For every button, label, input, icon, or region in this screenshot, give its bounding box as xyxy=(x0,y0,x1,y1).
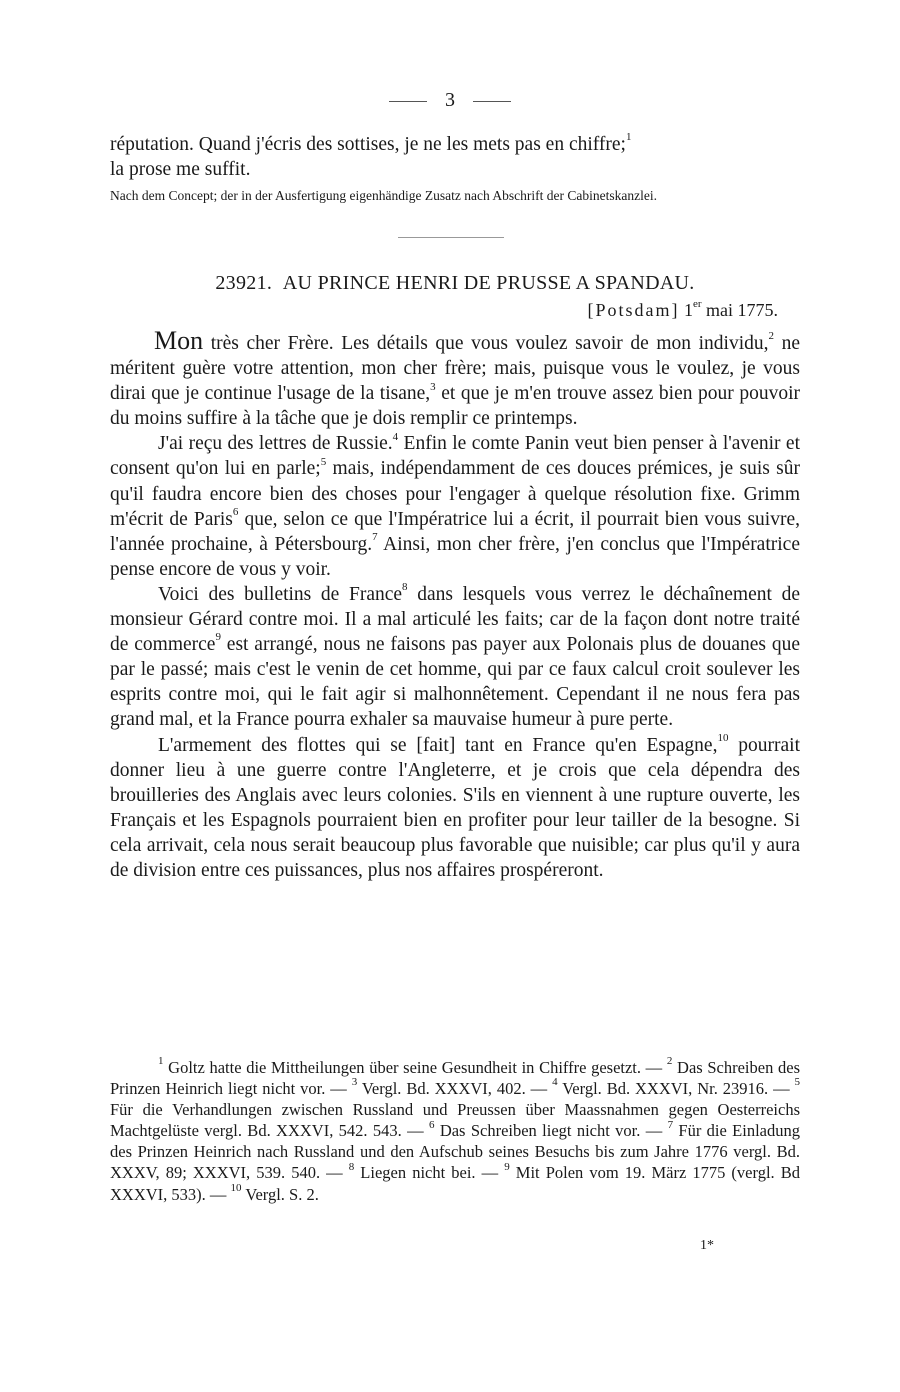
paragraph-text: L'armement des flottes qui se [fait] tant en France qu'en Espagne, xyxy=(158,734,718,756)
footnote-ref: 8 xyxy=(402,581,408,594)
paragraph-text: que, selon ce que l'Impératrice lui a écrit, il pourrait bien vous suivre, l'année prochaine, à Pétersbourg. xyxy=(110,508,800,555)
initial-word: Mon xyxy=(154,326,204,355)
header-dash-left xyxy=(389,101,427,102)
footnote-text: Für die Verhandlungen zwischen Russland und Preussen über Maassnahmen gegen Oesterreichs Machtgelüste vergl. Bd. XXXVI, 542. 543. — xyxy=(110,1100,800,1141)
footnote-number: 8 xyxy=(348,1160,355,1173)
paragraph-text: et que je m'en trouve assez bien pour pouvoir du moins suffire à la tâche que je dois remplir ce printemps. xyxy=(110,383,800,430)
footnote-number: 4 xyxy=(552,1076,558,1089)
footnote-text: Vergl. S. 2. xyxy=(241,1184,319,1204)
footnote-number: 6 xyxy=(428,1118,435,1131)
footnote-text: Für die Einladung des Prinzen Heinrich nach Russland und den Aufschub seines Besuchs bis zum Jahre 1776 vergl. Bd. XXXV, 89; XXXVI, 539. 540. — xyxy=(110,1121,801,1183)
footnote-text: Goltz hatte die Mittheilungen über seine Gesundheit in Chiffre gesetzt. — xyxy=(163,1058,667,1077)
footnote-ref: 4 xyxy=(392,430,399,443)
signature-mark: 1* xyxy=(700,1238,714,1253)
header-dash-right xyxy=(473,101,511,102)
footnote-text: Mit Polen vom 19. März 1775 (vergl. Bd XXXVI, 533). — xyxy=(110,1163,800,1204)
paragraph-text: très cher Frère. Les détails que vous voulez savoir de mon individu, xyxy=(203,333,769,354)
paragraph-text: pourrait donner lieu à une guerre contre l'Angleterre, et je crois que cela dépendra des brouilleries des Anglais avec leurs colonies. S'ils en viennent à une rupture ouverte, les Français et les Espagnols pourraient bien en profiter pour leur tailler de la besogne. Si cela arrivait, cela nous serait beaucoup plus favorable que nuisible; car plus qu'il y aura de division entre ces puissances, plus nos affaires prospéreront. xyxy=(110,734,800,881)
footnote-ref: 9 xyxy=(215,631,221,644)
paragraph-text: est arrangé, nous ne faisons pas payer aux Polonais plus de douanes que par le passé; mais c'est le venin de cet homme, qui par ce faux calcul croit soulever les esprits contre moi, qui le fait agir si malhonnêtement. Cependant il ne nous fera pas grand mal, et la France pourra exhaler sa mauvaise humeur à pure perte. xyxy=(110,634,800,731)
page-header xyxy=(0,88,900,112)
footnote-number: 3 xyxy=(351,1076,358,1089)
footnote-text: Vergl. Bd. XXXVI, 402. — xyxy=(357,1079,553,1099)
carryover-line: réputation. Quand j'écris des sottises, je ne les mets pas en chiffre;$^1$ la prose me suffit. xyxy=(110,131,632,181)
carryover-text xyxy=(110,132,800,182)
footnote-text: Liegen nicht bei. — xyxy=(354,1163,505,1183)
page-number: 3 xyxy=(445,89,455,111)
paragraph-text: dans lesquels vous verrez le déchaînement de monsieur Gérard contre moi. Il a mal articulé les faits; car de la façon dont notre traité de commerce xyxy=(110,583,800,656)
footnote-ref: 10 xyxy=(717,731,729,744)
letter-paragraph xyxy=(110,582,800,733)
footnote-number: 7 xyxy=(667,1118,674,1131)
footnote-ref: 2 xyxy=(768,330,774,343)
paragraph-text: J'ai reçu des lettres de Russie. xyxy=(158,433,393,455)
section-divider xyxy=(398,237,504,238)
footnote-text: Das Schreiben liegt nicht vor. — xyxy=(434,1121,668,1141)
footnote-ref: 6 xyxy=(232,505,239,518)
footnote-ref: 5 xyxy=(320,455,327,468)
footnote-number: 9 xyxy=(504,1160,510,1173)
letter-body xyxy=(110,328,800,883)
footnote-number: 5 xyxy=(794,1076,801,1089)
footnotes xyxy=(110,1057,800,1205)
letter-date: [Potsdam] 1er mai 1775. xyxy=(587,297,778,320)
footnote-number: 10 xyxy=(230,1181,242,1194)
paragraph-text: mais, indépendamment de ces douces prémices, je suis sûr qu'il faudra encore bien des choses pour l'engager à quelque résolution fixe. Grimm m'écrit de Paris xyxy=(110,458,800,530)
paragraph-text: Voici des bulletins de France xyxy=(158,583,403,605)
letter-paragraph xyxy=(110,328,800,431)
footnote-ref: 1 xyxy=(625,131,632,144)
footnote-text: Vergl. Bd. XXXVI, Nr. 23916. — xyxy=(557,1079,795,1099)
footnote-text: Das Schreiben des Prinzen Heinrich liegt nicht vor. — xyxy=(110,1058,800,1099)
source-note: Nach dem Concept; der in der Ausfertigung eigenhändige Zusatz nach Abschrift der Cabinetskanzlei. xyxy=(110,188,657,203)
footnote-ref: 3 xyxy=(430,380,436,393)
paragraph-text: ne méritent guère votre attention, mon cher frère; mais, puisque vous le voulez, je vous dirai que je continue l'usage de la tisane, xyxy=(110,333,800,405)
footnote-ref: 7 xyxy=(372,531,378,544)
paragraph-text: Ainsi, mon cher frère, j'en conclus que l'Impératrice pense encore de vous y voir. xyxy=(110,533,800,580)
letter-paragraph xyxy=(110,733,800,884)
paragraph-text: Enfin le comte Panin veut bien penser à l'avenir et consent qu'on lui en parle; xyxy=(110,433,800,480)
letter-paragraph xyxy=(110,431,800,582)
footnote-number: 1 xyxy=(158,1055,164,1068)
footnote-number: 2 xyxy=(666,1055,673,1068)
letter-title: 23921. AU PRINCE HENRI DE PRUSSE A SPANDAU. xyxy=(215,272,695,294)
